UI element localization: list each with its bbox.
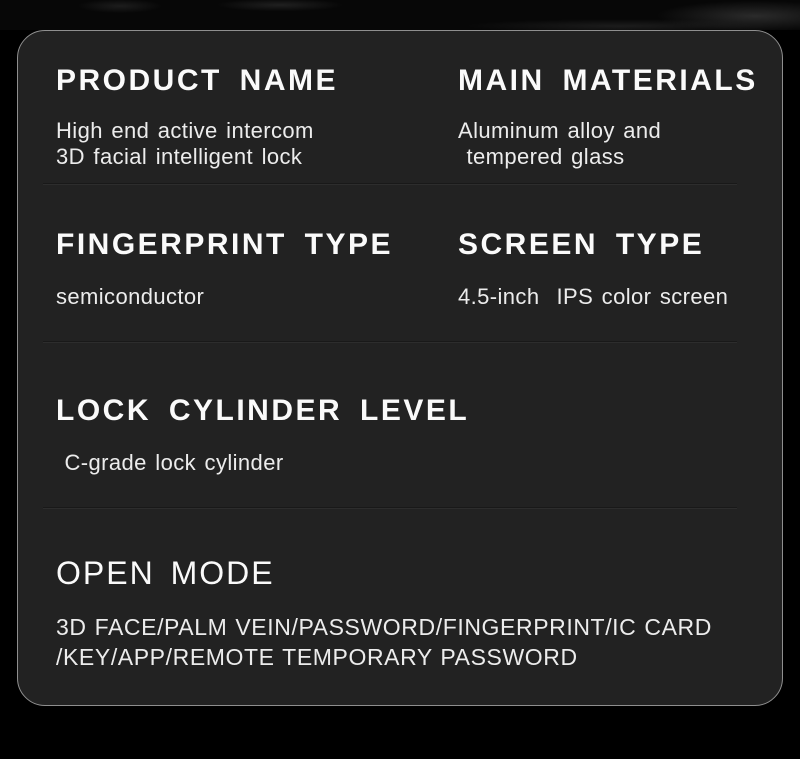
- open-mode-line-1: 3D FACE/PALM VEIN/PASSWORD/FINGERPRINT/IC CARD: [56, 614, 712, 640]
- main-materials-column: [458, 64, 762, 170]
- fingerprint-type-value: semiconductor: [56, 284, 205, 309]
- main-materials-line-2: tempered glass: [458, 144, 625, 169]
- screen-type-heading: SCREEN TYPE: [458, 228, 705, 261]
- section-lock-cylinder: [18, 342, 782, 507]
- product-name-column: [56, 64, 458, 170]
- section-product-name-materials: [18, 31, 782, 183]
- lock-cylinder-value: C-grade lock cylinder: [56, 450, 284, 475]
- open-mode-line-2: /KEY/APP/REMOTE TEMPORARY PASSWORD: [56, 644, 578, 670]
- product-name-line-2: 3D facial intelligent lock: [56, 144, 303, 169]
- section-open-mode: [18, 508, 782, 672]
- screen-type-value: 4.5-inch IPS color screen: [458, 284, 729, 309]
- product-name-line-1: High end active intercom: [56, 118, 314, 143]
- main-materials-heading: MAIN MATERIALS: [458, 64, 758, 97]
- spec-card: [17, 30, 783, 706]
- lock-cylinder-heading: LOCK CYLINDER LEVEL: [56, 394, 470, 427]
- fingerprint-type-heading: FINGERPRINT TYPE: [56, 228, 394, 261]
- background-texture: [0, 0, 800, 30]
- section-fingerprint-screen: [18, 184, 782, 341]
- main-materials-line-1: Aluminum alloy and: [458, 118, 662, 143]
- fingerprint-type-column: [56, 228, 458, 310]
- screen-type-column: [458, 228, 762, 310]
- open-mode-heading: OPEN MODE: [56, 555, 275, 591]
- product-name-heading: PRODUCT NAME: [56, 64, 338, 97]
